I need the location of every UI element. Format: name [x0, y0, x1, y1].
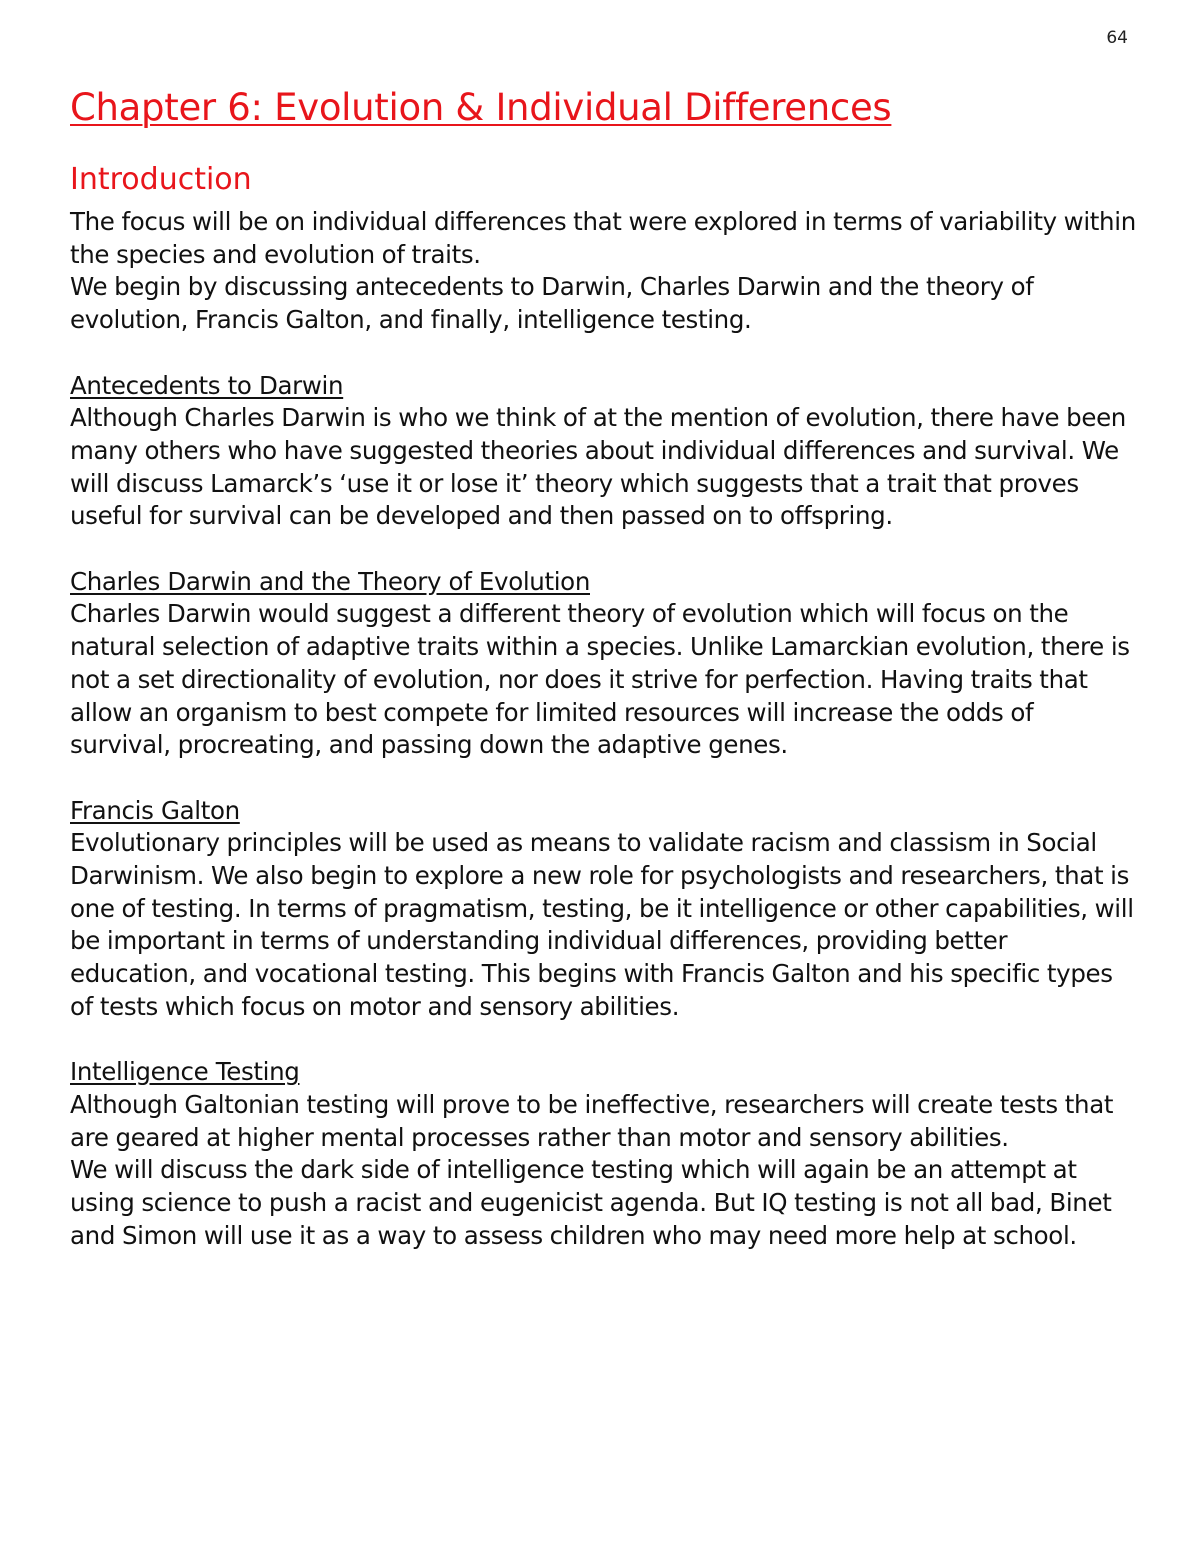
section-heading: Antecedents to Darwin — [70, 370, 344, 400]
section-intelligence-testing — [70, 1056, 1140, 1252]
introduction-paragraph: We begin by discussing antecedents to Darwin, Charles Darwin and the theory of evolution, Francis Galton, and finally, intelligence testing. — [70, 272, 1034, 335]
section-heading: Francis Galton — [70, 795, 240, 825]
chapter-title: Chapter 6: Evolution & Individual Differences — [70, 86, 892, 129]
section-heading: Intelligence Testing — [70, 1057, 300, 1087]
section-darwin-theory — [70, 566, 1140, 762]
section-paragraph: Although Charles Darwin is who we think of at the mention of evolution, there have been many others who have suggested theories about individual differences and survival. We will discuss Lamarck’s ‘use it or lose it’ theory which suggests that a trait that proves useful for survival can be developed and then passed on to offspring. — [70, 403, 1126, 531]
section-heading: Charles Darwin and the Theory of Evolution — [70, 566, 590, 596]
introduction-heading: Introduction — [70, 162, 252, 197]
introduction-paragraph: The focus will be on individual differences that were explored in terms of variability within the species and evolution of traits. — [70, 207, 1136, 269]
section-paragraph: Although Galtonian testing will prove to be ineffective, researchers will create tests that are geared at higher mental processes rather than motor and sensory abilities. — [70, 1089, 1114, 1152]
section-francis-galton — [70, 795, 1140, 1024]
section-paragraph: We will discuss the dark side of intelligence testing which will again be an attempt at using science to push a racist and eugenicist agenda. But IQ testing is not all bad, Binet and Simon will use it as a way to assess children who may need more help at school. — [70, 1155, 1112, 1250]
section-paragraph: Charles Darwin would suggest a different theory of evolution which will focus on the natural selection of adaptive traits within a species. Unlike Lamarckian evolution, there is not a set directionality of evolution, nor does it strive for perfection. Having traits that allow an organism to best compete for limited resources will increase the odds of survival, procreating, and passing down the adaptive genes. — [70, 599, 1130, 760]
section-paragraph: Evolutionary principles will be used as means to validate racism and classism in Social Darwinism. We also begin to explore a new role for psychologists and researchers, that is one of testing. In terms of pragmatism, testing, be it intelligence or other capabilities, will be important in terms of understanding individual differences, providing better education, and vocational testing. This begins with Francis Galton and his specific types of tests which focus on motor and sensory abilities. — [70, 828, 1134, 1021]
page-number: 64 — [1106, 28, 1128, 48]
document-body — [70, 84, 1140, 1252]
section-antecedents — [70, 370, 1140, 534]
